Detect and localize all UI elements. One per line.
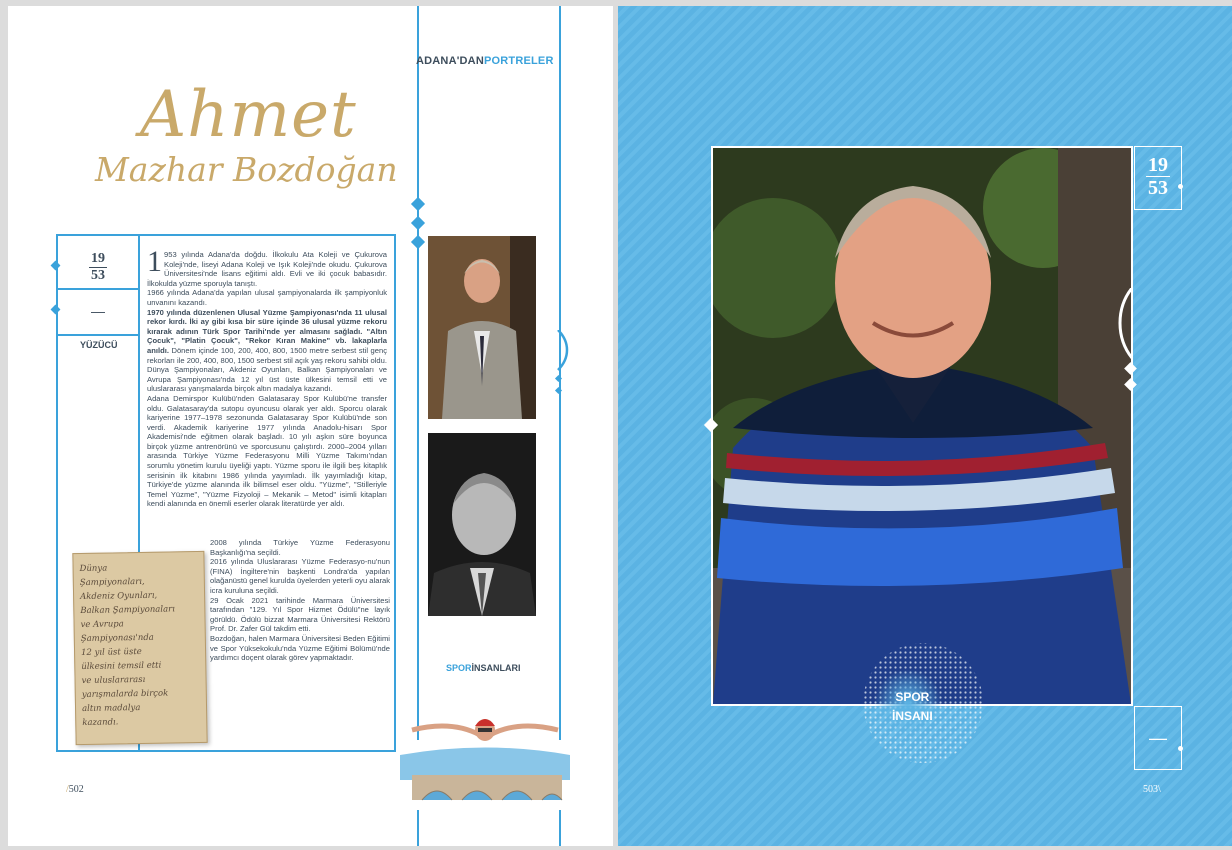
biography-text	[147, 245, 387, 509]
right-dot-bottom	[1178, 746, 1183, 751]
spor-insani-text	[892, 688, 933, 726]
right-death-year-box	[1134, 706, 1182, 770]
portrait-photo-bw	[428, 433, 536, 616]
spor-insani-line-2: İNSANI	[892, 709, 933, 723]
handwritten-note-text	[73, 552, 206, 738]
birth-year-box	[58, 236, 138, 290]
bio-paragraph-6: 2016 yılında Uluslararası Yüzme Federasyo-nu'nun (FINA) İngiltere'nin başkenti Londra'da yapılan olağanüstü genel kurulda üyelerden yeterli oyu alarak icra kuruluna seçildi.	[210, 557, 390, 595]
main-portrait-photo	[711, 146, 1133, 706]
page-number-right: 503\	[1143, 784, 1161, 795]
handwritten-note-line: yarışmalarda birçok	[81, 688, 169, 701]
handwritten-note-line: Balkan Şampiyonaları	[80, 604, 175, 617]
handwritten-note-line: altın madalya	[81, 703, 141, 715]
right-death-dash: —	[1149, 728, 1167, 748]
handwritten-note-line: Dünya	[79, 563, 108, 575]
person-last-name: Mazhar Bozdoğan	[95, 150, 398, 189]
handwritten-note-line: 12 yıl üst üste	[80, 646, 142, 659]
right-dot-top	[1178, 184, 1183, 189]
biography-text-continued	[210, 538, 390, 663]
handwritten-note-line: ülkesini temsil etti	[81, 660, 162, 673]
handwritten-note-line: Akdeniz Oyunları,	[80, 590, 158, 603]
portrait-photo-suit	[428, 236, 536, 419]
handwritten-note-line: Şampiyonası'nda	[80, 632, 154, 645]
divider-wave-ornament	[552, 330, 572, 400]
handwritten-note-line: ve uluslararası	[81, 674, 146, 687]
bio-paragraph-8: Bozdoğan, halen Marmara Üniversitesi Beden Eğitimi ve Spor Yüksekokulu'nda Yüzme Eğitimi Bölümü'nde yardımcı doçent olarak görev yapmaktadır.	[210, 633, 390, 663]
page-number-left: /502	[66, 784, 84, 795]
right-year-bottom: 53	[1148, 177, 1168, 199]
drop-cap: 1	[147, 245, 162, 278]
right-wave-ornament	[1114, 288, 1142, 398]
bio-paragraph-1: 953 yılında Adana'da doğdu. İlkokulu Ata Koleji ve Çukurova Koleji'nde, liseyi Adana Koleji ve Işık Koleji'nde okudu. Çukurova Üniversitesi'nde lisans eğitimi aldı. Evli ve iki çocuk babasıdır. İlkokulda yüzme sporuyla tanıştı.	[147, 250, 387, 288]
bio-paragraph-2: 1966 yılında Adana'da yapılan ulusal şampiyonalarda ilk şampiyonluk unvanını kazandı.	[147, 288, 387, 307]
swimmer-illustration	[392, 700, 578, 812]
spor-insanlari-label: SPORİNSANLARI	[446, 663, 521, 673]
bio-paragraph-5: 2008 yılında Türkiye Yüzme Federasyonu Başkanlığı'na seçildi.	[210, 538, 390, 557]
bio-paragraph-7: 29 Ocak 2021 tarihinde Marmara Üniversitesi tarafından "129. Yıl Spor Hizmet Ödülü"ne layık görüldü. Ödülü bizzat Marmara Üniversitesi Rektörü Prof. Dr. Zafer Gül takdim etti.	[210, 595, 390, 634]
bio-paragraph-3	[147, 308, 387, 394]
death-year-box: —	[58, 288, 138, 336]
section-header: ADANA'DANPORTRELER	[416, 55, 554, 67]
birth-year-bottom: 53	[91, 268, 105, 283]
person-first-name: Ahmet	[140, 78, 357, 152]
spor-insani-line-1: SPOR	[895, 690, 930, 704]
right-year-top: 19	[1148, 154, 1168, 176]
profession-label: YÜZÜCÜ	[80, 340, 118, 350]
handwritten-note	[72, 551, 207, 745]
birth-year-top: 19	[91, 251, 105, 266]
handwritten-note-line: kazandı.	[82, 717, 119, 729]
bio-paragraph-3-rest: Dönem içinde 100, 200, 400, 800, 1500 metre serbest stil genç rekorları ile 200, 400, 800, 1500 serbest stil açık yaş rekoru sahibi oldu. Dünya Şampiyonaları, Akdeniz Oyunları, Balkan Şampiyonaları ve Avrupa Şampiyonası'nda 12 yıl üst üste ülkesini temsil etti ve uluslararası yarışmalarda birçok altın madalya kazandı.	[147, 345, 387, 394]
bio-paragraph-4: Adana Demirspor Kulübü'nden Galatasaray Spor Kulübü'ne transfer oldu. Galatasaray'da sutopu oyuncusu olarak yer aldı. Sporcu olarak kariyerine 1977–1978 sezonunda Galatasaray Spor Kulübü'nde son verdi. Akademik kariyerine 1977 yılında Anadolu-hisarı Spor Akademisi'nde eğitmen olarak başladı. 10 yılı aşkın süre boyunca birçok yüzme antrenörünü ve sporcusunu çalıştırdı. 2000–2004 yılları arasında Türkiye Yüzme Federasyonu Milli Yüzme Takımı'ndan sorumlu yönetim kurulu üyeliği yaptı. Yüzme sporu ile ilgili beş kitaplık serisinin ilk kitabını 1986 yılında yayımladı. İlk yayımladığı kitap, Türkiye'de yüzme alanında ilk bilimsel eser oldu. "Yüzme", "Stilleriyle Temel Yüzme", "Yüzme Fizyoloji – Mekanik – Metod" isimli kitapları kendi alanında en önemli eserler olarak literatürde yer aldı.	[147, 393, 387, 509]
handwritten-note-line: ve Avrupa	[80, 619, 124, 631]
bio-highlight: 1970 yılında düzenlenen Ulusal Yüzme Şampiyonası'nda 11 ulusal rekor kırdı. İki ay gibi kısa bir süre içinde 36 ulusal yüzme rekoru kırarak adının Türk Spor Tarihi'nde yer almasını sağladı. "Altın Çocuk", "Platin Çocuk", "Rekor Kıran Makine" vb. lakaplarla anıldı.	[147, 307, 387, 355]
right-birth-year-box	[1134, 146, 1182, 210]
handwritten-note-line: Şampiyonaları,	[79, 576, 145, 589]
